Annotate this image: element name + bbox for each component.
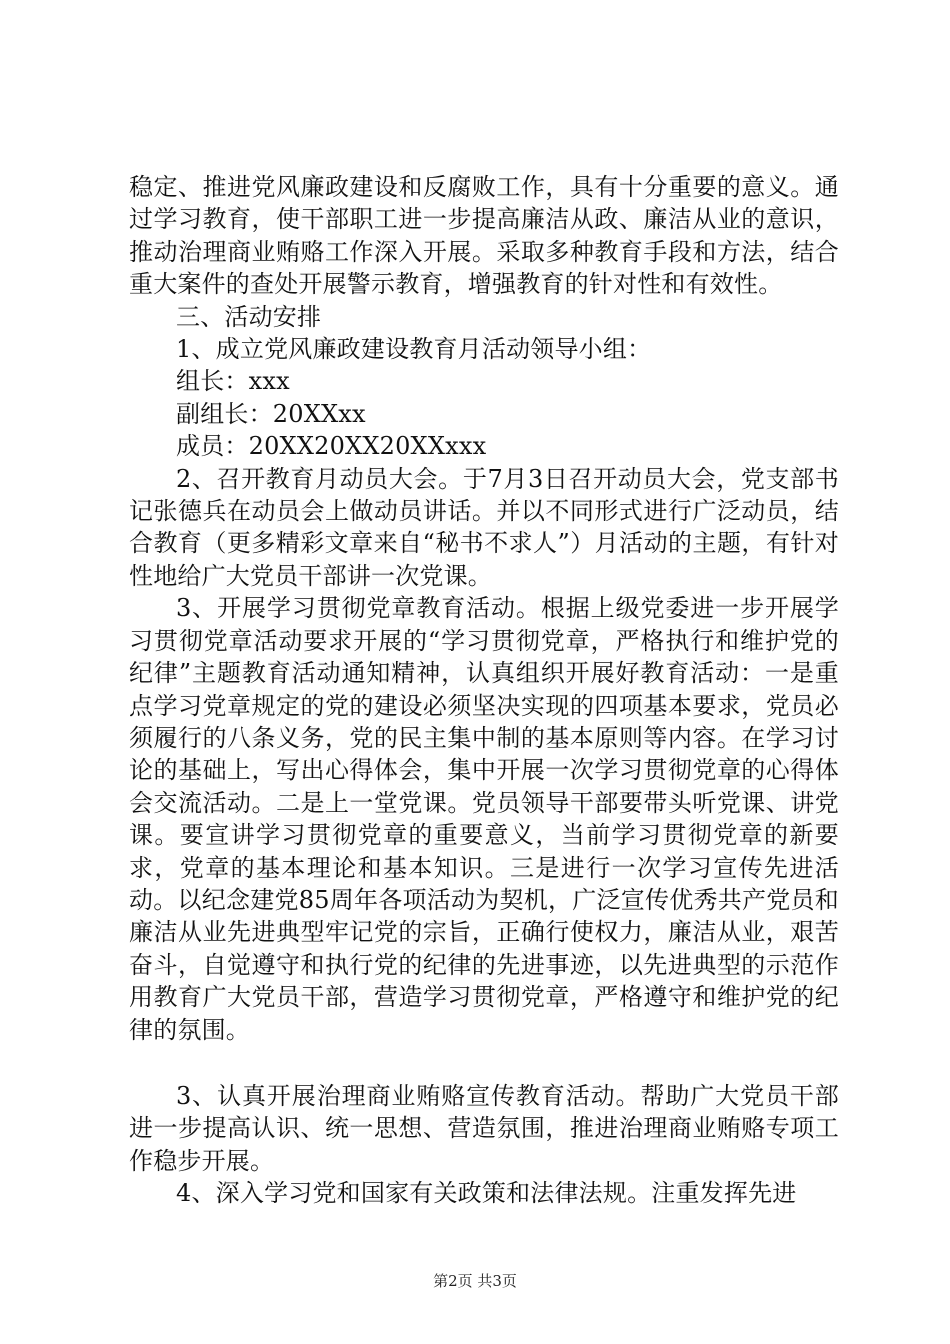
- paragraph-item-4: 4、深入学习党和国家有关政策和法律法规。注重发挥先进: [176, 1179, 797, 1208]
- paragraph-intro-continuation: 稳定、推进党风廉政建设和反腐败工作，具有十分重要的意义。通过学习教育，使干部职工进一步提高廉洁从政、廉洁从业的意识，推动治理商业贿赂工作深入开展。采取多种教育手段和方法，结合重大案件的查处开展警示教育，增强教育的针对性和有效性。: [129, 173, 839, 299]
- paragraph-item-3-anti-bribery: 3、认真开展治理商业贿赂宣传教育活动。帮助广大党员干部进一步提高认识、统一思想、营造氛围，推进治理商业贿赂专项工作稳步开展。: [129, 1081, 839, 1175]
- paragraph-item-1: 1、成立党风廉政建设教育月活动领导小组：: [176, 335, 652, 364]
- paragraph-item-2: 2、召开教育月动员大会。于7月3日召开动员大会，党支部书记张德兵在动员会上做动员讲话。并以不同形式进行广泛动员，结合教育（更多精彩文章来自“秘书不求人”）月活动的主题，有针对性地给广大党员干部讲一次党课。: [129, 464, 839, 590]
- section-heading-activity-arrangement: 三、活动安排: [176, 302, 322, 331]
- paragraph-item-3-party-constitution: 3、开展学习贯彻党章教育活动。根据上级党委进一步开展学习贯彻党章活动要求开展的“学习贯彻党章，严格执行和维护党的纪律”主题教育活动通知精神，认真组织开展好教育活动：一是重点学习党章规定的党的建设必须坚决实现的四项基本要求，党员必须履行的八条义务，党的民主集中制的基本原则等内容。在学习讨论的基础上，写出心得体会，集中开展一次学习贯彻党章的心得体会交流活动。二是上一堂党课。党员领导干部要带头听党课、讲党课。要宣讲学习贯彻党章的重要意义，当前学习贯彻党章的新要求，党章的基本理论和基本知识。三是进行一次学习宣传先进活动。以纪念建党85周年各项活动为契机，广泛宣传优秀共产党员和廉洁从业先进典型牢记党的宗旨，正确行使权力，廉洁从业，艰苦奋斗，自觉遵守和执行党的纪律的先进事迹，以先进典型的示范作用教育广大党员干部，营造学习贯彻党章，严格遵守和维护党的纪律的氛围。: [129, 594, 839, 1044]
- page-number-footer: 第2页 共3页: [433, 1272, 517, 1290]
- paragraph-group-leader: 组长：xxx: [176, 367, 290, 396]
- paragraph-deputy-leader: 副组长：20XXxx: [176, 399, 366, 428]
- document-body: [129, 171, 839, 1210]
- paragraph-members: 成员：20XX20XX20XXxxx: [176, 432, 487, 461]
